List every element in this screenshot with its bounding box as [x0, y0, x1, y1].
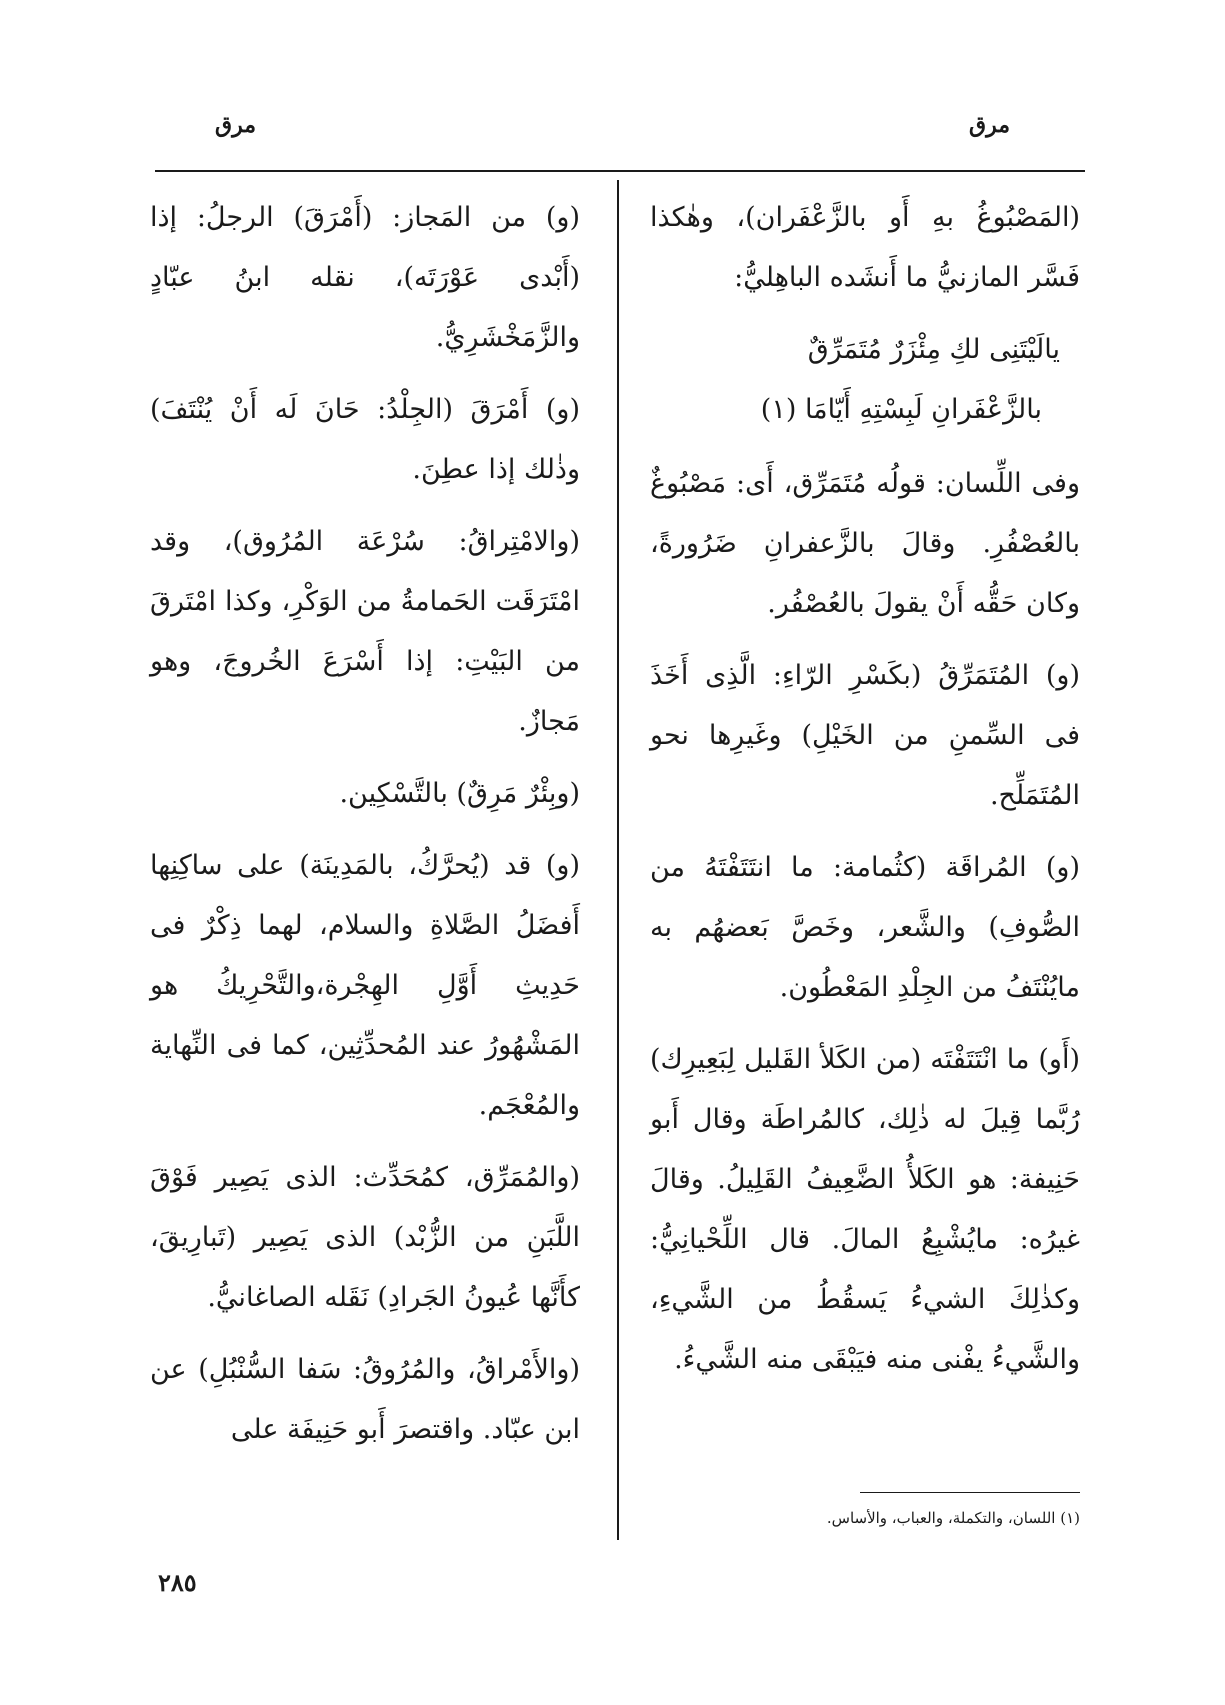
- poetry-verse: [650, 320, 1080, 440]
- paragraph: (و) قد (يُحرَّكُ، بالمَدِينَة) على ساكِنِها أَفضَلُ الصَّلاةِ والسلام، لهما ذِكْرٌ فى حَدِيثِ أَوَّلِ الهِجْرة،والتَّحْرِيكُ هو المَشْهُورُ عند المُحدِّثِين، كما فى النِّهاية والمُعْجَم.: [150, 850, 580, 1121]
- paragraph: (أَو) ما انْتَتَفْتَه (من الكَلأ القَليل لِبَعِيرِك) رُبَّما قِيلَ له ذٰلِك، كالمُراطَة وقال أَبو حَنِيفة: هو الكَلأُ الضَّعِيفُ القَلِيلُ. وقالَ غيرُه: مايُشْبِعُ المالَ. قال اللِّحْيانِيُّ: وكذٰلِكَ الشيءُ يَسقُطُ من الشَّيءِ، والشَّيءُ يفْنى منه فيَبْقَى منه الشَّيءُ.: [650, 1044, 1080, 1375]
- verse-line: يالَيْتَنِى لكِ مِئْزَرٌ مُتَمَرِّقٌ: [807, 334, 1060, 365]
- paragraph: (والمُمَرِّق، كمُحَدِّث: الذى يَصِير فَوْقَ اللَّبَنِ من الزُّبْد) الذى يَصِير (تَبارِيقَ، كأَنَّها عُيونُ الجَرادِ) نَقَله الصاغانيُّ.: [150, 1162, 580, 1313]
- paragraph: (المَصْبُوغُ بهِ أَو بالزَّعْفَران)، وهٰكذا فَسَّر المازنيُّ ما أَنشَده الباهِليُّ:: [650, 202, 1080, 293]
- page-number: ٢٨٥: [158, 1568, 197, 1597]
- header-rule: [155, 170, 1085, 172]
- paragraph: (و) المُتَمَرِّقُ (بكَسْرِ الرّاءِ: الَّذِى أَخَذَ فى السِّمنِ من الخَيْلِ) وغَيرِها نحو المُتَمَلِّح.: [650, 660, 1080, 811]
- column-divider: [617, 180, 619, 1540]
- footnote: (١) اللسان، والتكملة، والعباب، والأساس.: [826, 1509, 1080, 1527]
- left-column: [150, 188, 580, 1472]
- right-column: [650, 188, 1080, 1402]
- paragraph: (و) المُراقَة (كثُمامة: ما انتَتَفْتَهُ من الصُّوفِ) والشَّعر، وخَصَّ بَعضهُم به مايُنْتَفُ من الجِلْدِ المَعْطُون.: [650, 852, 1080, 1003]
- paragraph: (والامْتِراقُ: سُرْعَة المُرُوق)، وقد امْتَرَقَت الحَمامةُ من الوَكْرِ، وكذا امْتَرقَ من البَيْتِ: إذا أَسْرَعَ الخُروجَ، وهو مَجازٌ.: [150, 526, 580, 737]
- paragraph: (وبِئْرٌ مَرِقٌ) بالتَّسْكِين.: [339, 778, 580, 809]
- paragraph: وفى اللِّسان: قولُه مُتَمَرِّق، أَى: مَصْبُوغٌ بالعُصْفُرِ. وقالَ بالزَّعفرانِ ضَرُورةً، وكان حَقُّه أَنْ يقولَ بالعُصْفُر.: [650, 468, 1080, 619]
- paragraph: (و) من المَجاز: (أَمْرَقَ) الرجلُ: إذا (أَبْدى عَوْرَتَه)، نقله ابنُ عبّادٍ والزَّمَخْشَرِيُّ.: [150, 202, 580, 353]
- footnote-rule: [860, 1492, 1080, 1493]
- paragraph: (و) أَمْرَقَ (الجِلْدُ: حَانَ لَه أَنْ يُنْتَفَ) وذٰلك إذا عطِنَ.: [150, 394, 580, 485]
- verse-line: بالزَّعْفَرانِ لَبِسْتِهِ أَيّامَا (١): [760, 394, 1042, 425]
- paragraph: (والأَمْراقُ، والمُرُوقُ: سَفا السُّنْبُلِ) عن ابن عبّاد. واقتصرَ أَبو حَنِيفَة على: [150, 1354, 580, 1445]
- running-head-right: مرق: [969, 112, 1010, 138]
- running-head-left: مرق: [215, 112, 256, 138]
